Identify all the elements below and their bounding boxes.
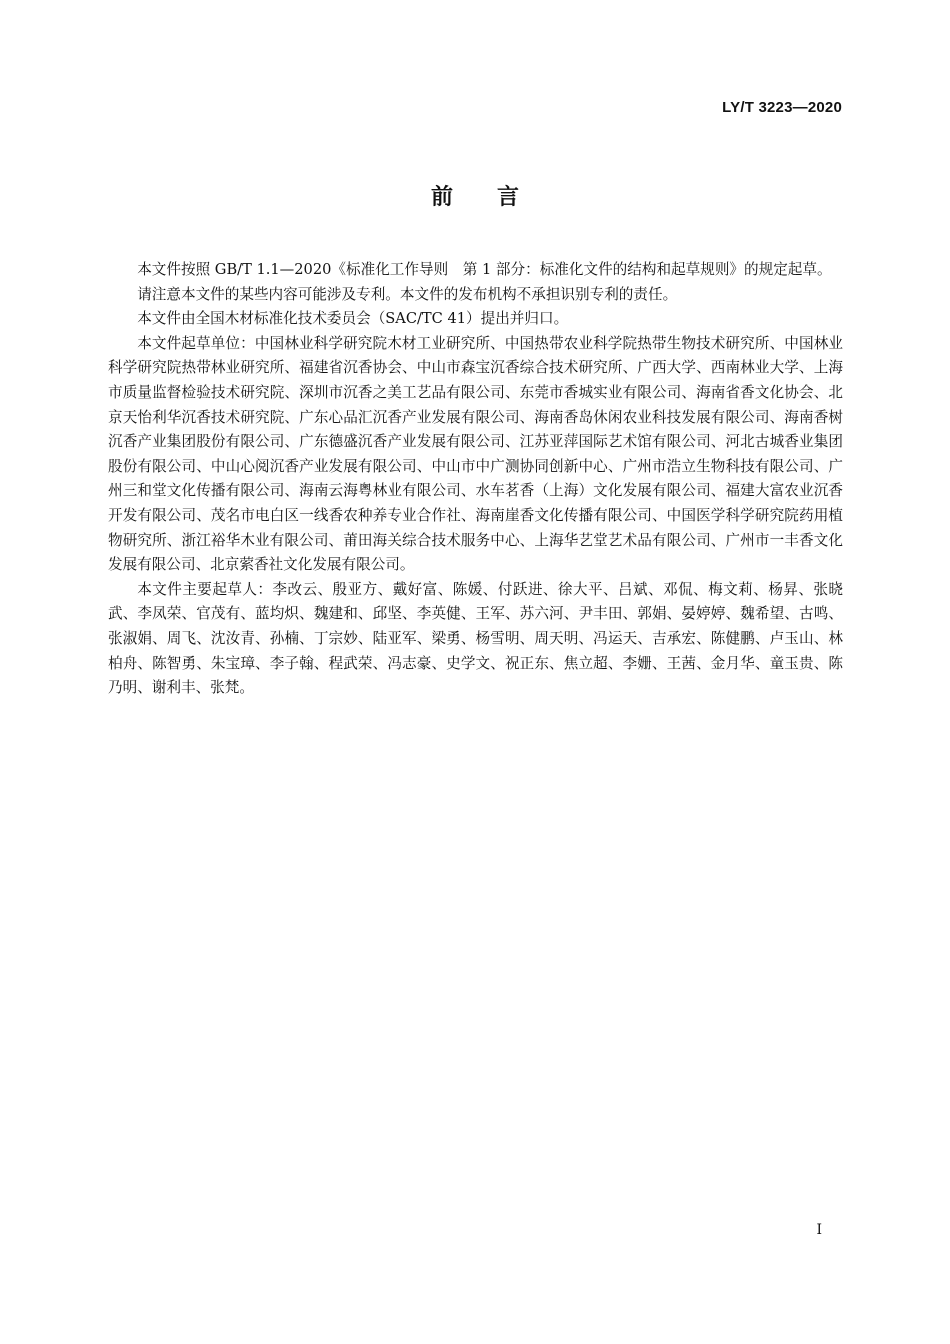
paragraph-drafters: 本文件主要起草人：李改云、殷亚方、戴好富、陈媛、付跃进、徐大平、吕斌、邓侃、梅文莉、杨昇、张晓武、李凤荣、官茂有、蓝均炽、魏建和、邱坚、李英健、王军、苏六河、尹丰田、郭娟、晏婷婷、魏希望、古鸣、张淑娟、周飞、沈汝青、孙楠、丁宗妙、陆亚军、梁勇、杨雪明、周天明、冯运天、吉承宏、陈健鹏、卢玉山、林柏舟、陈智勇、朱宝璋、李子翰、程武荣、冯志豪、史学文、祝正东、焦立超、李姗、王茜、金月华、童玉贵、陈乃明、谢利丰、张梵。 xyxy=(108,580,843,697)
paragraph-patent-notice: 请注意本文件的某些内容可能涉及专利。本文件的发布机构不承担识别专利的责任。 xyxy=(137,285,678,303)
foreword-body xyxy=(108,258,843,701)
standard-code: LY/T 3223—2020 xyxy=(722,99,842,116)
page-title: 前言 xyxy=(430,185,563,210)
paragraph-drafting-rules: 本文件按照 GB/T 1.1—2020《标准化工作导则 第 1 部分：标准化文件的结构和起草规则》的规定起草。 xyxy=(137,261,832,278)
paragraph-proposer: 本文件由全国木材标准化技术委员会（SAC/TC 41）提出并归口。 xyxy=(137,310,569,328)
paragraph-drafting-units: 本文件起草单位：中国林业科学研究院木材工业研究所、中国热带农业科学院热带生物技术研究所、中国林业科学研究院热带林业研究所、福建省沉香协会、中山市森宝沉香综合技术研究所、广西大学、西南林业大学、上海市质量监督检验技术研究院、深圳市沉香之美工艺品有限公司、东莞市香城实业有限公司、海南省香文化协会、北京天怡利华沉香技术研究院、广东心品汇沉香产业发展有限公司、海南香岛休闲农业科技发展有限公司、海南香树沉香产业集团股份有限公司、广东德盛沉香产业发展有限公司、江苏亚萍国际艺术馆有限公司、河北古城香业集团股份有限公司、中山心阅沉香产业发展有限公司、中山市中广测协同创新中心、广州市浩立生物科技有限公司、广州三和堂文化传播有限公司、海南云海粤林业有限公司、水车茗香（上海）文化发展有限公司、福建大富农业沉香开发有限公司、茂名市电白区一线香农种养专业合作社、海南崖香文化传播有限公司、中国医学科学研究院药用植物研究所、浙江裕华木业有限公司、莆田海关综合技术服务中心、上海华艺堂艺术品有限公司、广州市一丰香文化发展有限公司、北京萦香社文化发展有限公司。 xyxy=(108,334,843,574)
page-number: I xyxy=(816,1222,822,1238)
